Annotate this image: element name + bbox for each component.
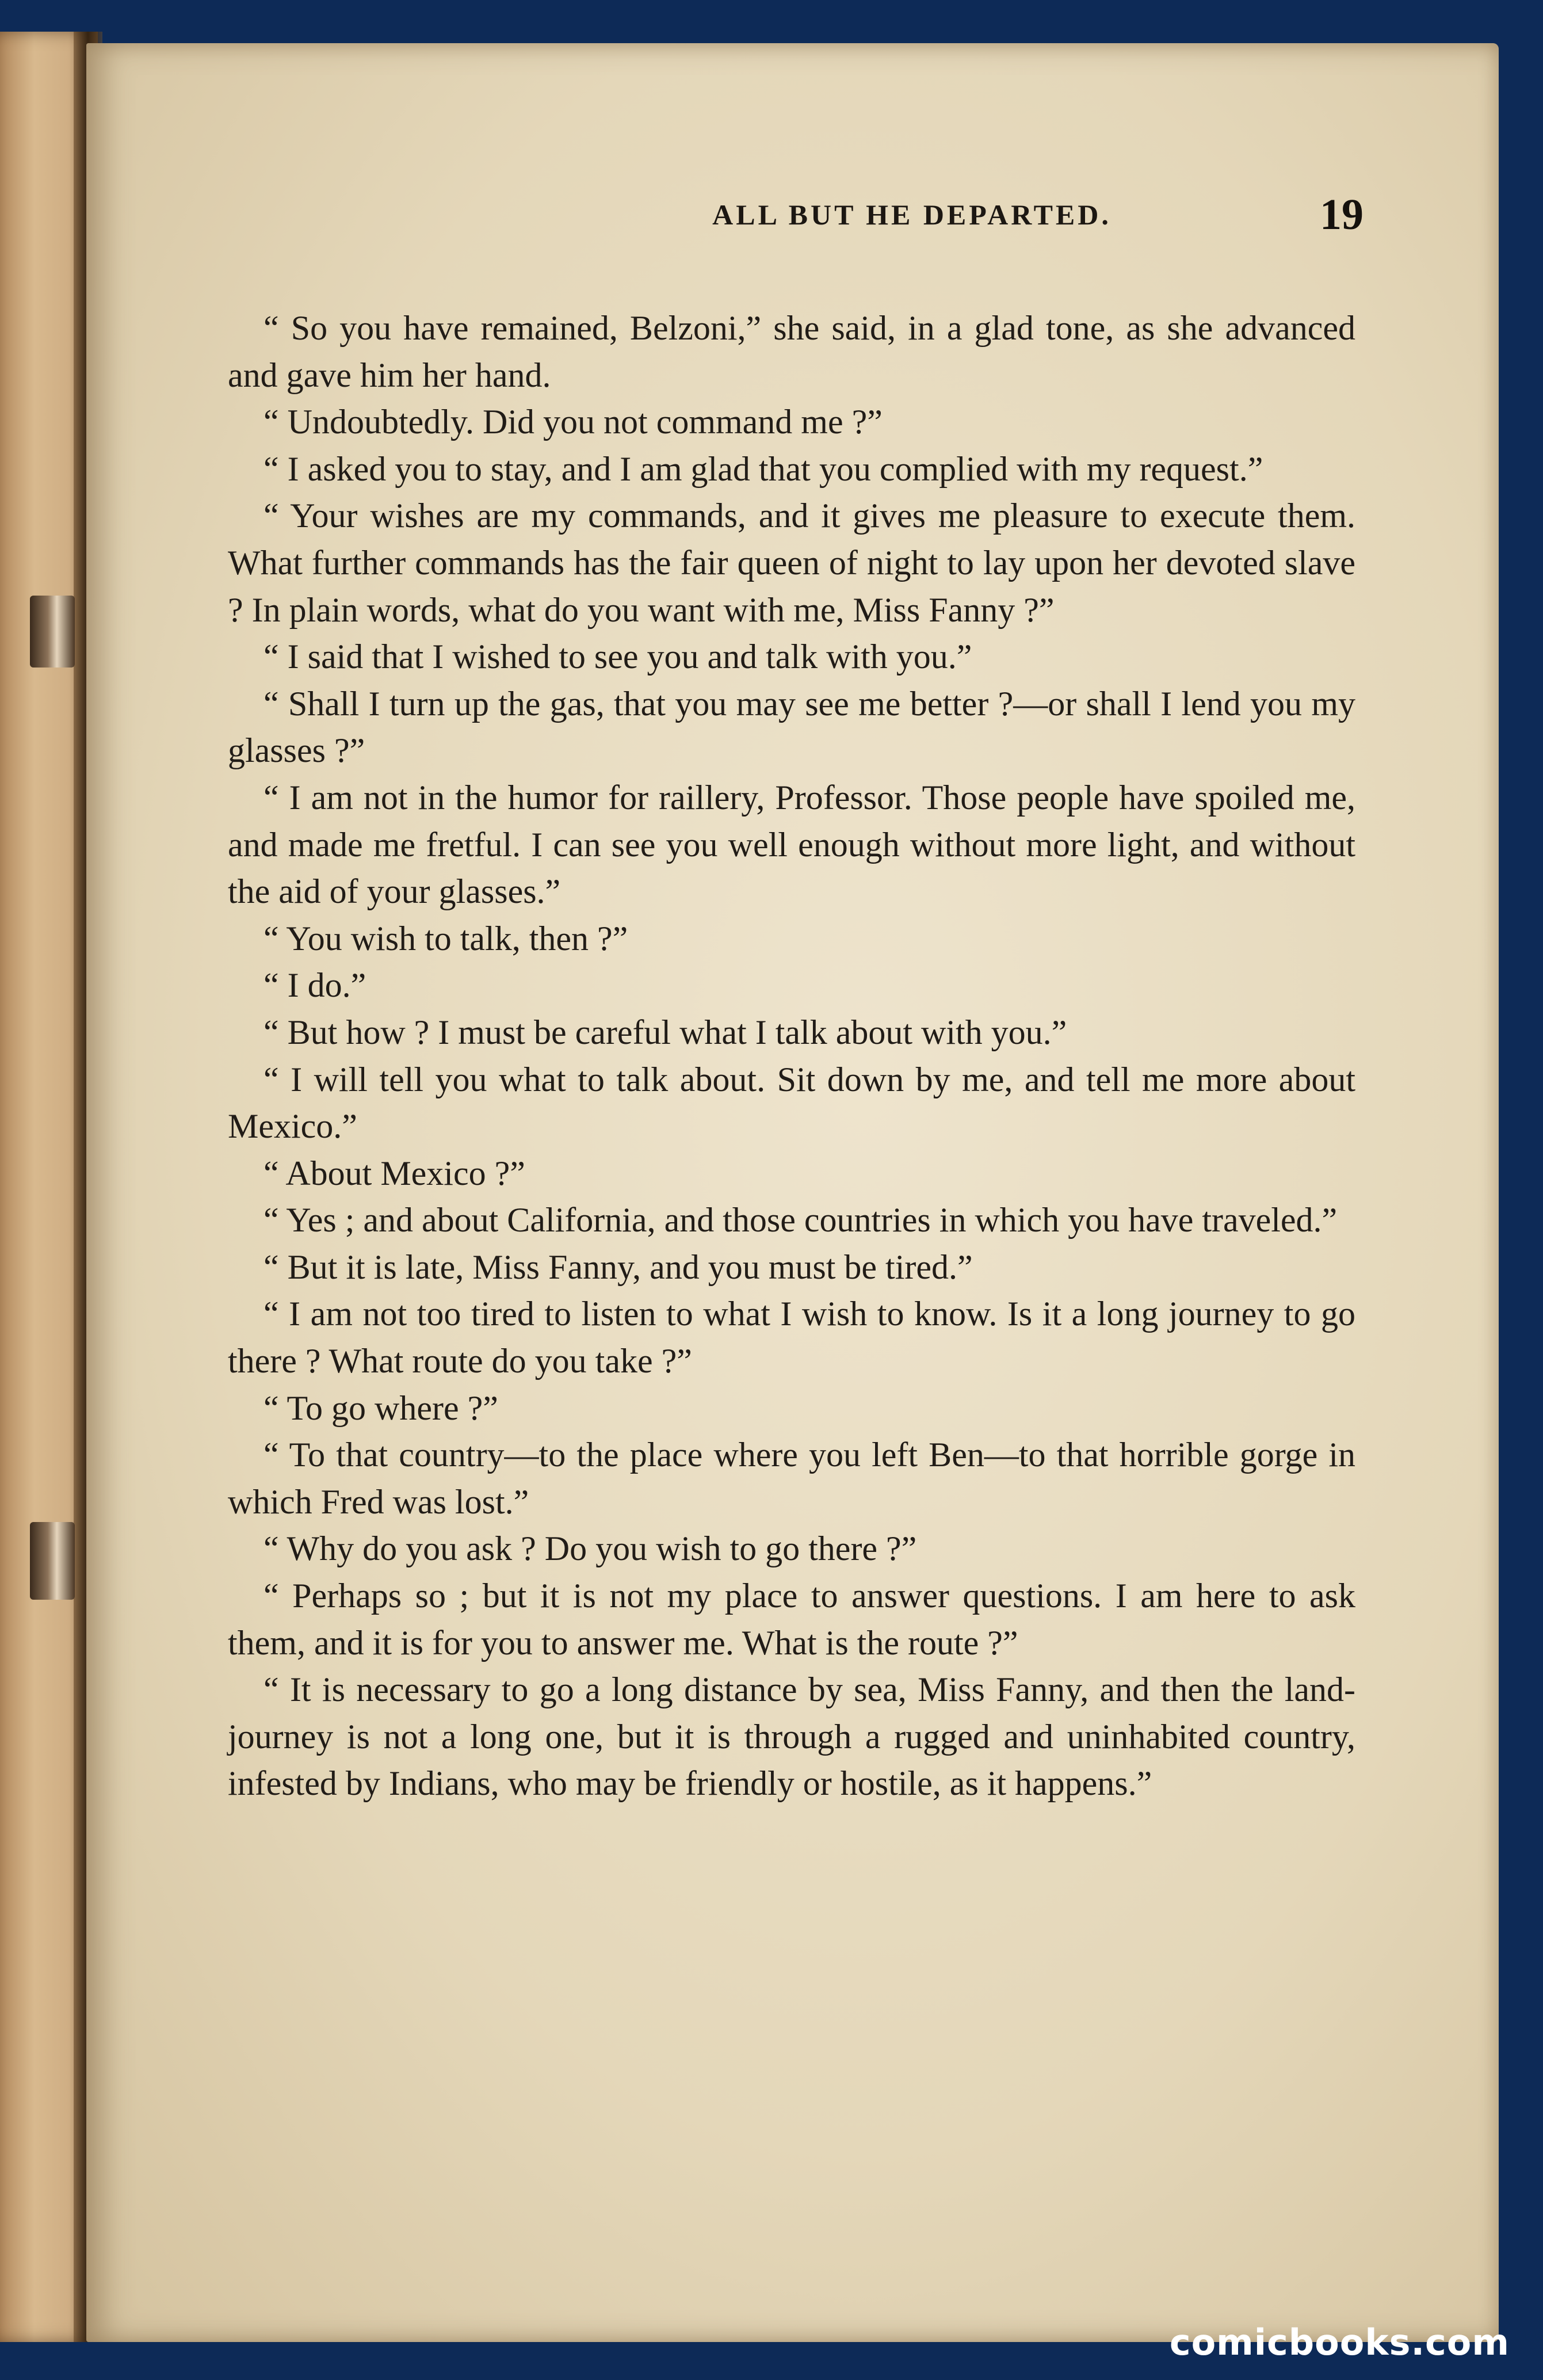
page-header	[86, 174, 1499, 255]
paragraph: “ I am not in the humor for raillery, Professor. Those people have spoiled me, and made me fretful. I can see you well enough without more light, and without the aid of your glasses.”	[228, 778, 1355, 911]
paragraph: “ To that country—to the place where you left Ben—to that horrible gorge in which Fred was lost.”	[228, 1436, 1355, 1521]
paragraph: “ But how ? I must be careful what I talk about with you.”	[263, 1013, 1067, 1051]
paragraph: “ But it is late, Miss Fanny, and you must be tired.”	[263, 1248, 973, 1286]
paragraph: “ To go where ?”	[263, 1389, 498, 1427]
paragraph: “ I do.”	[263, 966, 366, 1005]
page-number: 19	[1320, 190, 1364, 239]
paragraph: “ Why do you ask ? Do you wish to go there ?”	[263, 1530, 917, 1568]
paragraph: “ It is necessary to go a long distance by sea, Miss Fanny, and then the land-journey is not a long one, but it is through a rugged and uninhabited country, infested by Indians, who may be friendly or hostile, as it happens.”	[228, 1670, 1355, 1803]
paragraph: “ Yes ; and about California, and those countries in which you have traveled.”	[263, 1201, 1338, 1239]
paragraph: “ I will tell you what to talk about. Sit down by me, and tell me more about Mexico.”	[228, 1060, 1355, 1146]
paragraph: “ I asked you to stay, and I am glad that you complied with my request.”	[263, 449, 1263, 488]
body-text	[228, 305, 1355, 1807]
paragraph: “ So you have remained, Belzoni,” she said, in a glad tone, as she advanced and gave him her hand.	[228, 309, 1355, 394]
book-page	[86, 43, 1499, 2342]
paragraph: “ Undoubtedly. Did you not command me ?”	[263, 403, 883, 441]
paragraph: “ I said that I wished to see you and talk with you.”	[263, 638, 972, 676]
binding-stitch-lower	[30, 1522, 75, 1600]
paragraph: “ You wish to talk, then ?”	[263, 919, 628, 958]
paragraph: “ Shall I turn up the gas, that you may see me better ?—or shall I lend you my glasses ?”	[228, 684, 1355, 770]
paragraph: “ Perhaps so ; but it is not my place to answer questions. I am here to ask them, and it is for you to answer me. What is the route ?”	[228, 1577, 1355, 1662]
paragraph: “ Your wishes are my commands, and it gives me pleasure to execute them. What further commands has the fair queen of night to lay upon her devoted slave ? In plain words, what do you want with me, Miss Fanny ?”	[228, 497, 1355, 629]
paragraph: “ About Mexico ?”	[263, 1154, 525, 1192]
running-head: ALL BUT HE DEPARTED.	[712, 199, 1112, 231]
paragraph: “ I am not too tired to listen to what I wish to know. Is it a long journey to go there ? What route do you take ?”	[228, 1295, 1355, 1380]
binding-stitch-upper	[30, 596, 75, 668]
site-watermark: comicbooks.com	[1169, 2321, 1510, 2363]
